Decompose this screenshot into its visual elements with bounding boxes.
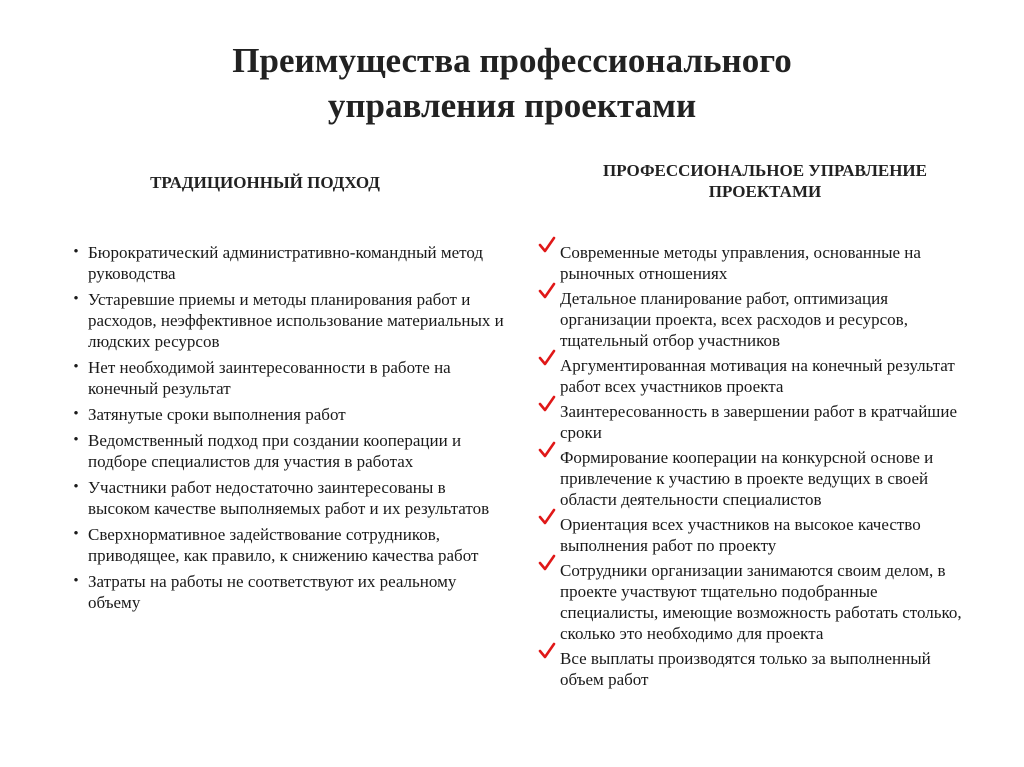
list-item-text: Современные методы управления, основанные на рыночных отношениях	[560, 243, 921, 283]
list-item-text: Аргументированная мотивация на конечный результат работ всех участников проекта	[560, 356, 955, 396]
checkmark-icon	[538, 508, 556, 526]
checkmark-icon	[538, 395, 556, 413]
list-item-text: Участники работ недостаточно заинтересованы в высоком качестве выполняемых работ и их результатов	[88, 478, 490, 518]
bullet-dot-icon: •	[73, 573, 79, 589]
list-item	[68, 524, 508, 566]
checkmark-icon	[538, 282, 556, 300]
list-item	[538, 401, 978, 443]
checkmark-icon	[538, 441, 556, 459]
list-item-text: Сотрудники организации занимаются своим делом, в проекте участвуют тщательно подобранные специалисты, имеющие возможность работать столько, сколько это необходимо для проекта	[560, 561, 962, 643]
traditional-approach-heading: ТРАДИЦИОННЫЙ ПОДХОД	[150, 173, 380, 192]
professional-management-list	[538, 242, 978, 694]
list-item-text: Устаревшие приемы и методы планирования работ и расходов, неэффективное использование материальных и людских ресурсов	[88, 290, 504, 351]
list-item	[68, 357, 508, 399]
title-line-2: управления проектами	[327, 86, 697, 125]
list-item-text: Бюрократический административно-командный метод руководства	[88, 243, 484, 283]
list-item-text: Формирование кооперации на конкурсной основе и привлечение к участию в проекте ведущих в своей области деятельности специалистов	[560, 448, 934, 509]
list-item-text: Заинтересованность в завершении работ в кратчайшие сроки	[560, 402, 958, 442]
list-item-text: Сверхнормативное задействование сотрудников, приводящее, как правило, к снижению качества работ	[88, 525, 479, 565]
list-item-text: Затраты на работы не соответствуют их реальному объему	[88, 572, 457, 612]
list-item	[538, 648, 978, 690]
bullet-dot-icon: •	[73, 432, 79, 448]
list-item	[68, 289, 508, 352]
list-item	[538, 242, 978, 284]
checkmark-icon	[538, 554, 556, 572]
list-item-text: Ведомственный подход при создании кооперации и подборе специалистов для участия в работах	[88, 431, 462, 471]
bullet-dot-icon: •	[73, 526, 79, 542]
traditional-approach-list	[68, 242, 508, 618]
list-item	[538, 355, 978, 397]
list-item	[538, 447, 978, 510]
list-item	[68, 404, 508, 425]
bullet-dot-icon: •	[73, 359, 79, 375]
heading-line-2: ПРОЕКТАМИ	[708, 182, 822, 201]
list-item	[538, 560, 978, 644]
list-item	[538, 514, 978, 556]
bullet-dot-icon: •	[73, 406, 79, 422]
list-item-text: Затянутые сроки выполнения работ	[88, 405, 346, 424]
list-item-text: Детальное планирование работ, оптимизация организации проекта, всех расходов и ресурсов, тщательный отбор участников	[560, 289, 908, 350]
page-title	[0, 38, 1024, 128]
bullet-dot-icon: •	[73, 479, 79, 495]
checkmark-icon	[538, 349, 556, 367]
professional-management-heading	[545, 160, 985, 202]
checkmark-icon	[538, 236, 556, 254]
list-item-text: Ориентация всех участников на высокое качество выполнения работ по проекту	[560, 515, 921, 555]
bullet-dot-icon: •	[73, 291, 79, 307]
list-item-text: Все выплаты производятся только за выполненный объем работ	[560, 649, 931, 689]
checkmark-icon	[538, 642, 556, 660]
list-item	[68, 242, 508, 284]
list-item-text: Нет необходимой заинтересованности в работе на конечный результат	[88, 358, 451, 398]
list-item	[538, 288, 978, 351]
list-item	[68, 477, 508, 519]
list-item	[68, 571, 508, 613]
list-item	[68, 430, 508, 472]
heading-line-1: ПРОФЕССИОНАЛЬНОЕ УПРАВЛЕНИЕ	[603, 161, 927, 180]
title-line-1: Преимущества профессионального	[232, 41, 792, 80]
bullet-dot-icon: •	[73, 244, 79, 260]
